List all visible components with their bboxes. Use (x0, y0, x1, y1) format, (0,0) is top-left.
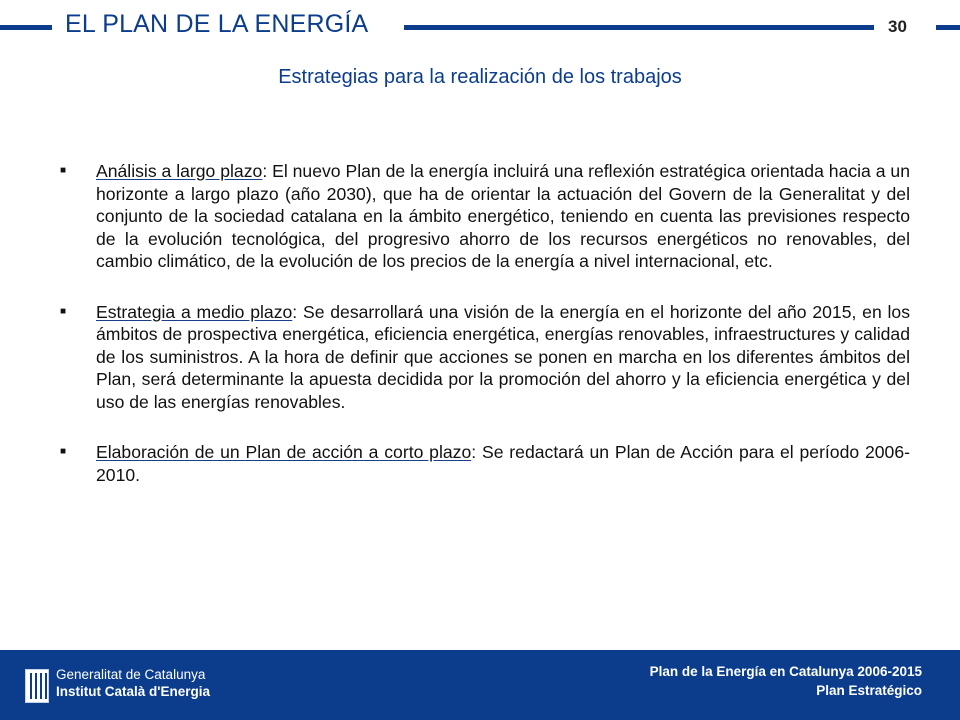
bullet-body (96, 441, 910, 486)
bullet-term: Análisis a largo plazo (96, 161, 263, 181)
logo-text-generalitat: Generalitat de Catalunya (56, 667, 206, 682)
bullet-item-long-term (58, 160, 910, 273)
logo-text-institut: Institut Català d'Energia (56, 684, 210, 699)
header-rule-left (0, 25, 52, 30)
bullet-description: : Se redactará un Plan de Acción para el período 2006-2010. (96, 442, 910, 485)
header-rule-right (936, 25, 960, 30)
page-title: EL PLAN DE LA ENERGÍA (65, 10, 369, 38)
bullet-body (96, 160, 910, 273)
footer-subtitle: Plan Estratégico (816, 683, 922, 698)
square-bullet-icon: ■ (60, 446, 67, 457)
slide-subtitle: Estrategias para la realización de los trabajos (278, 66, 682, 88)
header-rule-middle (404, 25, 874, 30)
generalitat-emblem-icon (25, 669, 49, 703)
bullet-item-mid-term (58, 301, 910, 414)
square-bullet-icon: ■ (60, 165, 67, 176)
bullet-list (58, 160, 910, 514)
footer-bar (0, 650, 960, 720)
bullet-term: Elaboración de un Plan de acción a corto plazo (96, 442, 472, 462)
page-number: 30 (888, 17, 907, 36)
square-bullet-icon: ■ (60, 305, 67, 317)
footer-title: Plan de la Energía en Catalunya 2006-2015 (649, 664, 922, 679)
bullet-body (96, 301, 910, 414)
bullet-item-short-term (58, 441, 910, 486)
bullet-term: Estrategia a medio plazo (96, 301, 293, 322)
bullet-description: : El nuevo Plan de la energía incluirá una reflexión estratégica orientada hacia a un horizonte a largo plazo (año 2030), que ha de orientar la actuación del Govern de la Generalitat y del conjunto de la sociedad catalana en la ámbito energético, teniendo en cuenta las previsiones respecto de la evolución tecnológica, del progresivo ahorro de los recursos energéticos no renovables, del cambio climático, de la evolución de los precios de la energía a nivel internacional, etc. (96, 161, 910, 271)
bullet-description: : Se desarrollará una visión de la energía en el horizonte del año 2015, en los ámbitos de prospectiva energética, eficiencia energética, energías renovables, infraestructures y calidad de los suministros. A la hora de definir que acciones se ponen en marcha en los diferentes ámbitos del Plan, será determinante la apuesta decidida por la promoción del ahorro y la eficiencia energética y del uso de las energías renovables. (96, 301, 910, 412)
